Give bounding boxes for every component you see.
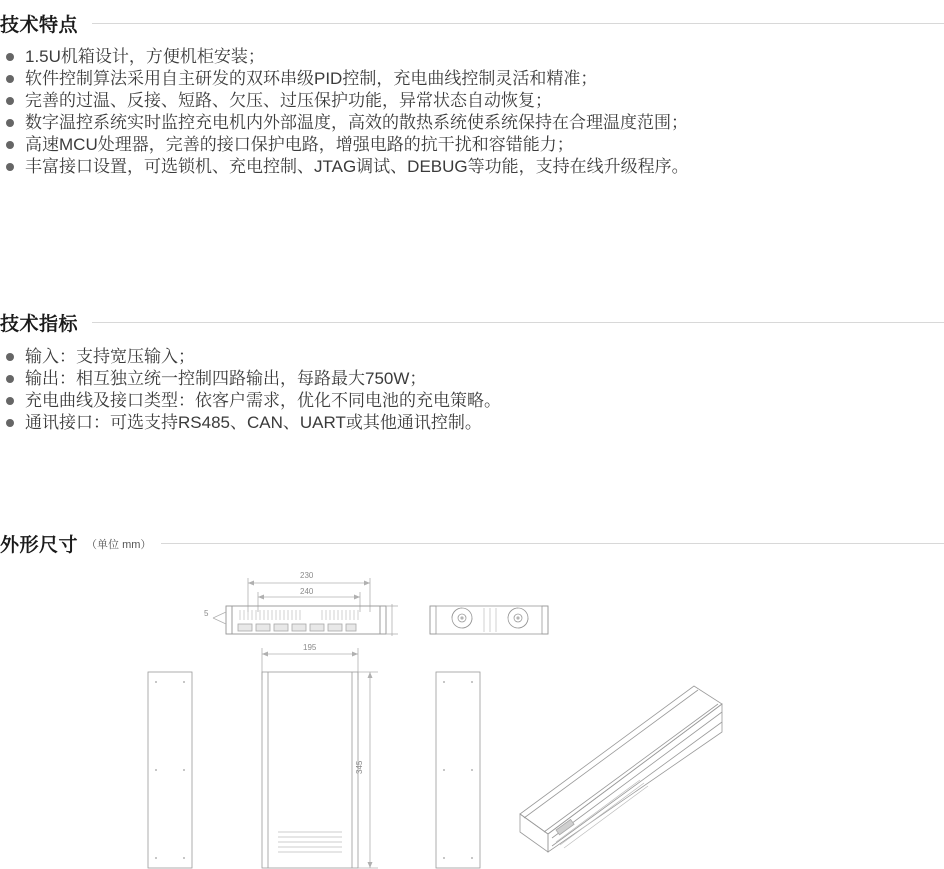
- section-heading-tech-features: [0, 10, 944, 37]
- list-item: [0, 134, 689, 156]
- side-panel-right-holes: [443, 681, 473, 859]
- side-panel-left-holes: [155, 681, 185, 859]
- dim-label-345: 345: [355, 760, 364, 774]
- dimension-drawing-svg: [0, 556, 944, 869]
- rear-panel-outline: [430, 606, 548, 634]
- list-item: [0, 390, 501, 412]
- list-item-label: 输出：相互独立统一控制四路输出，每路最大750W；: [25, 369, 427, 388]
- bullet-icon: [6, 419, 14, 427]
- side-panel-right-outline: [436, 672, 480, 868]
- bullet-icon: [6, 397, 14, 405]
- bullet-icon: [6, 375, 14, 383]
- side-panel-left-outline: [148, 672, 192, 868]
- dimension-unit-label: （单位 mm）: [86, 538, 152, 551]
- list-item: [0, 90, 689, 112]
- list-item: [0, 68, 689, 90]
- dim-line-5: [213, 612, 226, 624]
- list-item: [0, 368, 501, 390]
- list-item-label: 充电曲线及接口类型：依客户需求，优化不同电池的充电策略。: [25, 391, 501, 410]
- list-item-label: 完善的过温、反接、短路、欠压、过压保护功能，异常状态自动恢复；: [25, 91, 552, 110]
- list-item-label: 通讯接口：可选支持RS485、CAN、UART或其他通讯控制。: [25, 413, 482, 432]
- isometric-chassis-view: [520, 686, 722, 852]
- list-item: [0, 46, 689, 68]
- list-item: [0, 412, 501, 434]
- list-item: [0, 156, 689, 178]
- tech-specs-list: [0, 346, 501, 434]
- bullet-icon: [6, 97, 14, 105]
- list-item-label: 输入：支持宽压输入；: [25, 347, 195, 366]
- list-item-label: 数字温控系统实时监控充电机内外部温度，高效的散热系统使系统保持在合理温度范围；: [25, 113, 688, 132]
- dim-label-230: 230: [300, 571, 314, 580]
- heading-rule: [161, 543, 944, 544]
- dimension-drawing: [0, 556, 944, 869]
- top-view-vents: [278, 832, 342, 852]
- list-item-label: 1.5U机箱设计，方便机柜安装；: [25, 47, 265, 66]
- heading-rule: [92, 322, 944, 323]
- bullet-icon: [6, 163, 14, 171]
- dimension-labels: [204, 571, 364, 774]
- bullet-icon: [6, 141, 14, 149]
- list-item-label: 软件控制算法采用自主研发的双环串级PID控制，充电曲线控制灵活和精准；: [25, 69, 598, 88]
- list-item: [0, 112, 689, 134]
- list-item: [0, 346, 501, 368]
- bullet-icon: [6, 119, 14, 127]
- bullet-icon: [6, 53, 14, 61]
- tech-features-list: [0, 46, 689, 178]
- section-title: 技术特点: [0, 15, 79, 36]
- bullet-icon: [6, 353, 14, 361]
- dim-label-240: 240: [300, 587, 314, 596]
- section-title: 技术指标: [0, 314, 79, 335]
- list-item-label: 丰富接口设置，可选锁机、充电控制、JTAG调试、DEBUG等功能，支持在线升级程序。: [25, 157, 689, 176]
- section-heading-tech-specs: [0, 309, 944, 336]
- list-item-label: 高速MCU处理器，完善的接口保护电路，增强电路的抗干扰和容错能力；: [25, 135, 574, 154]
- section-heading-dimensions: [0, 530, 944, 557]
- section-title: 外形尺寸: [0, 535, 79, 556]
- bullet-icon: [6, 75, 14, 83]
- dim-label-5: 5: [204, 609, 209, 618]
- dim-line-195: [262, 648, 358, 680]
- heading-rule: [92, 23, 944, 24]
- front-panel-connectors: [238, 624, 356, 631]
- dim-label-195: 195: [303, 643, 317, 652]
- top-view-outline: [262, 672, 358, 868]
